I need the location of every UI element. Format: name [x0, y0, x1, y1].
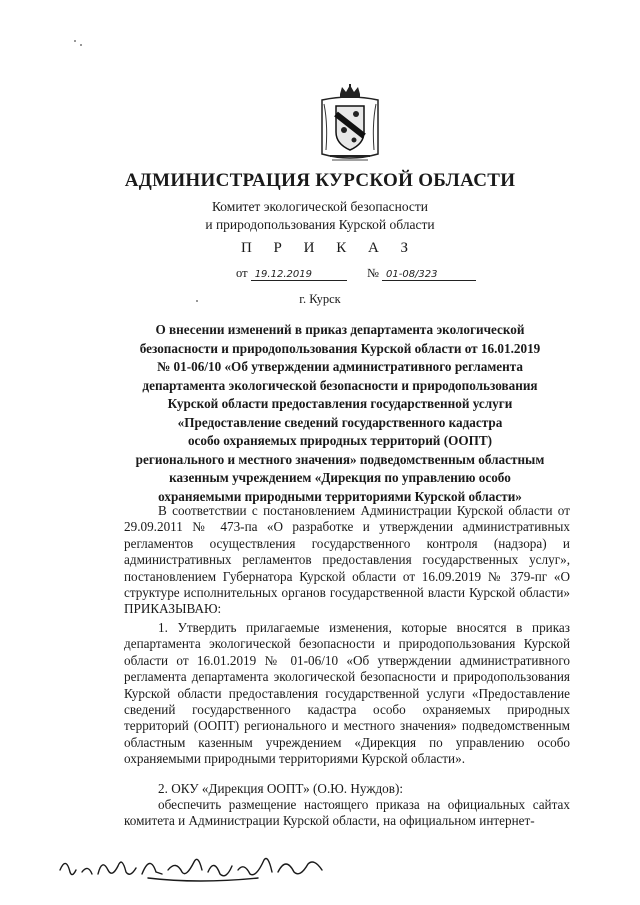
body-paragraph-1	[124, 503, 570, 618]
paragraph-text: 1. Утвердить прилагаемые изменения, которые вносятся в приказ департамента экологической безопасности и природопользования Курской области от 16.01.2019 № 01-06/10 «Об утверждении административного регламента департамента экологической безопасности и природопользования Курской области предоставления государственной услуги «Предоставление сведений государственного кадастра особо охраняемых природных территорий (ООПТ) регионального и местного значения» подведомственным областным казенным учреждением «Дирекция по управлению особо охраняемыми природными территориями Курской области».	[124, 620, 570, 767]
order-heading	[120, 321, 560, 506]
scan-speck	[74, 40, 76, 42]
committee-name	[0, 198, 640, 234]
heading-line: регионального и местного значения» подведомственным областным	[135, 451, 545, 467]
heading-line: Курской области предоставления государственной услуги	[167, 396, 513, 411]
paragraph-text: обеспечить размещение настоящего приказа на официальных сайтах комитета и Администрации Курской области, на официальном интернет-	[124, 797, 570, 829]
coat-of-arms-emblem	[318, 84, 382, 164]
body-paragraph-3	[124, 781, 570, 797]
heading-line: № 01-06/10 «Об утверждении административного регламента	[157, 359, 523, 374]
body-paragraph-4	[124, 797, 570, 830]
paragraph-text: 2. ОКУ «Дирекция ООПТ» (О.Ю. Нуждов):	[158, 781, 404, 796]
heading-line: департамента экологической безопасности и природопользования	[142, 377, 538, 393]
city: г. Курск	[299, 292, 341, 306]
document-type: П Р И К А З	[240, 240, 418, 256]
committee-line-2: и природопользования Курской области	[205, 217, 435, 232]
date-value: 19.12.2019	[251, 269, 347, 281]
handwritten-signature	[58, 848, 328, 888]
heading-line: особо охраняемых природных территорий (ООПТ)	[187, 433, 493, 448]
scan-speck	[80, 44, 82, 46]
scan-speck	[196, 300, 198, 302]
heading-line: О внесении изменений в приказ департамента экологической	[155, 322, 525, 337]
organization-title: АДМИНИСТРАЦИЯ КУРСКОЙ ОБЛАСТИ	[124, 170, 516, 191]
number-value: 01-08/323	[382, 269, 476, 281]
date-prefix: от	[236, 266, 248, 280]
number-prefix: №	[366, 266, 379, 280]
body-paragraph-2	[124, 620, 570, 768]
committee-line-1: Комитет экологической безопасности	[211, 199, 429, 214]
heading-line: охраняемыми природными территориями Курской области»	[158, 488, 522, 504]
heading-line: «Предоставление сведений государственного кадастра	[177, 414, 503, 430]
heading-line: казенным учреждением «Дирекция по управлению особо	[169, 470, 511, 485]
heading-line: безопасности и природопользования Курской области от 16.01.2019	[139, 340, 541, 356]
date-number-line	[236, 266, 476, 281]
paragraph-text: В соответствии с постановлением Администрации Курской области от 29.09.2011 № 473-па «О разработке и утверждении административных регламентов осуществления государственного контроля (надзора) и административных регламентов предоставления государственных услуг», постановлением Губернатора Курской области от 16.09.2019 № 379-пг «О структуре исполнительных органов государственной власти Курской области» ПРИКАЗЫВАЮ:	[124, 503, 570, 617]
